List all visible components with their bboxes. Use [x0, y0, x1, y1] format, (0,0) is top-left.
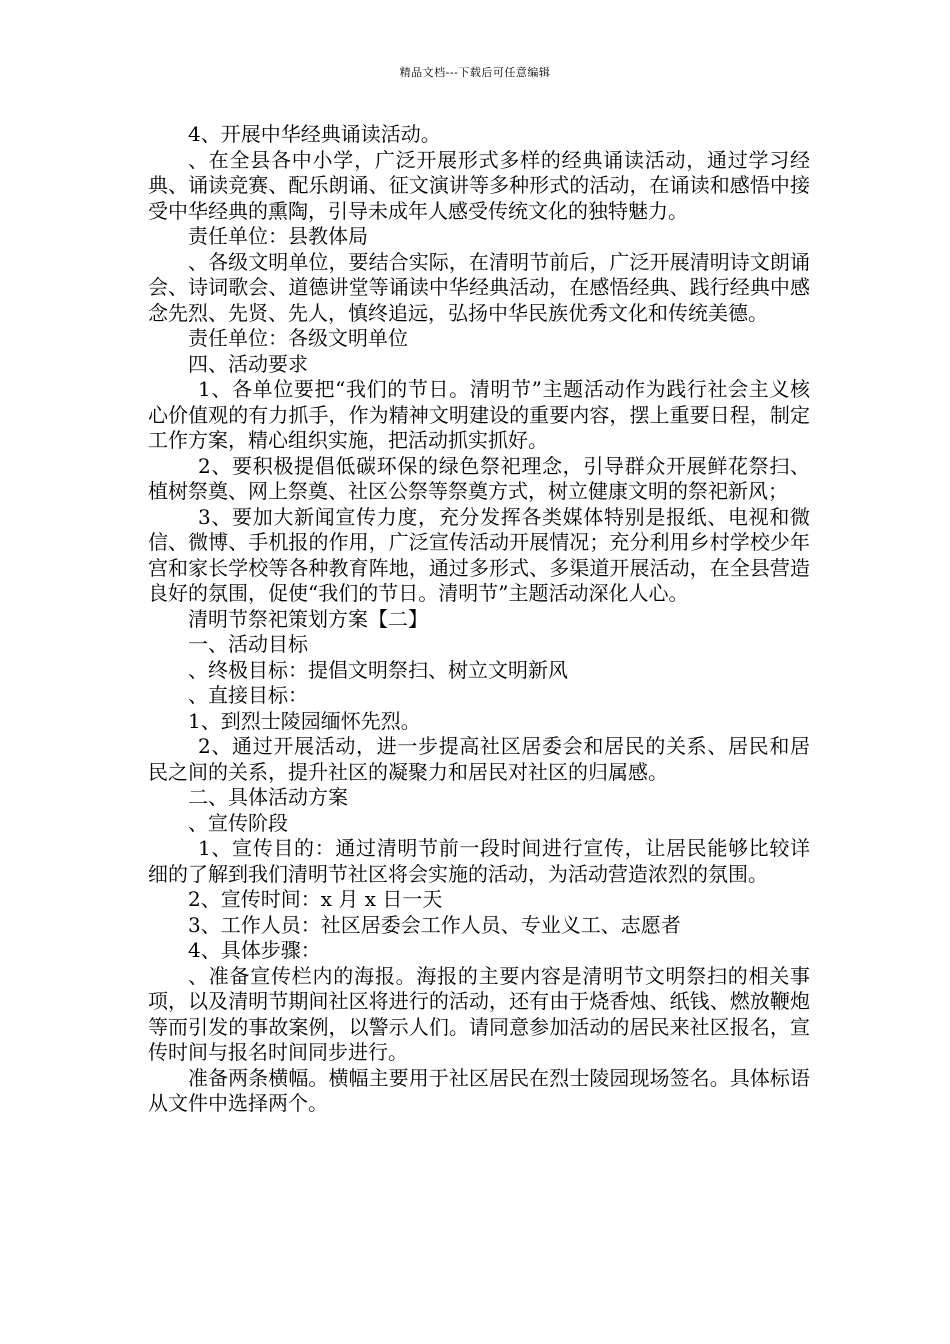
paragraph: 4、开展中华经典诵读活动。	[188, 122, 441, 146]
paragraph: 、宣传阶段	[188, 810, 288, 835]
page-header: 精品文档---下载后可任意编辑	[399, 66, 551, 79]
paragraph: 准备两条横幅。横幅主要用于社区居民在烈士陵园现场签名。具体标语从文件中选择两个。	[148, 1065, 810, 1115]
paragraph: 责任单位：县教体局	[188, 224, 368, 248]
document-title: 清明节祭祀策划方案【二】	[188, 606, 428, 631]
paragraph: 责任单位：各级文明单位	[188, 326, 408, 350]
paragraph: 3、工作人员：社区居委会工作人员、专业义工、志愿者	[188, 912, 681, 937]
paragraph: 、在全县各中小学，广泛开展形式多样的经典诵读活动，通过学习经典、诵读竞赛、配乐朗诵、征文演讲等多种形式的活动，在诵读和感悟中接受中华经典的熏陶，引导未成年人感受传统文化的独特魅力。	[148, 147, 810, 223]
document-body	[148, 122, 810, 1117]
paragraph: 2、宣传时间：x 月 x 日一天	[188, 887, 443, 911]
section-heading: 二、具体活动方案	[188, 785, 348, 809]
section-heading: 四、活动要求	[188, 351, 308, 376]
paragraph: 3、要加大新闻宣传力度，充分发挥各类媒体特别是报纸、电视和微信、微博、手机报的作用，广泛宣传活动开展情况；充分利用乡村学校少年宫和家长学校等各种教育阵地，通过多形式、多渠道开展活动，在全县营造良好的氛围，促使“我们的节日。清明节”主题活动深化人心。	[148, 504, 810, 605]
paragraph: 4、具体步骤：	[188, 938, 321, 962]
paragraph: 、准备宣传栏内的海报。海报的主要内容是清明节文明祭扫的相关事项，以及清明节期间社区将进行的活动，还有由于烧香烛、纸钱、燃放鞭炮等而引发的事故案例，以警示人们。请同意参加活动的居民来社区报名，宣传时间与报名时间同步进行。	[148, 963, 810, 1064]
paragraph: 2、通过开展活动，进一步提高社区居委会和居民的关系、居民和居民之间的关系，提升社区的凝聚力和居民对社区的归属感。	[148, 734, 810, 784]
section-heading: 一、活动目标	[188, 632, 308, 656]
paragraph: 1、宣传目的：通过清明节前一段时间进行宣传，让居民能够比较详细的了解到我们清明节社区将会实施的活动，为活动营造浓烈的氛围。	[148, 836, 810, 886]
paragraph: 、直接目标：	[188, 683, 308, 707]
paragraph: 2、要积极提倡低碳环保的绿色祭祀理念，引导群众开展鲜花祭扫、植树祭奠、网上祭奠、社区公祭等祭奠方式，树立健康文明的祭祀新风；	[148, 453, 810, 503]
paragraph: 、各级文明单位，要结合实际，在清明节前后，广泛开展清明诗文朗诵会、诗词歌会、道德讲堂等诵读中华经典活动，在感悟经典、践行经典中感念先烈、先贤、先人，慎终追远，弘扬中华民族优秀文化和传统美德。	[148, 249, 810, 325]
paragraph: 1、到烈士陵园缅怀先烈。	[188, 708, 421, 733]
paragraph: 、终极目标：提倡文明祭扫、树立文明新风	[188, 657, 568, 682]
paragraph: 1、各单位要把“我们的节日。清明节”主题活动作为践行社会主义核心价值观的有力抓手，作为精神文明建设的重要内容，摆上重要日程，制定工作方案，精心组织实施，把活动抓实抓好。	[148, 377, 810, 452]
